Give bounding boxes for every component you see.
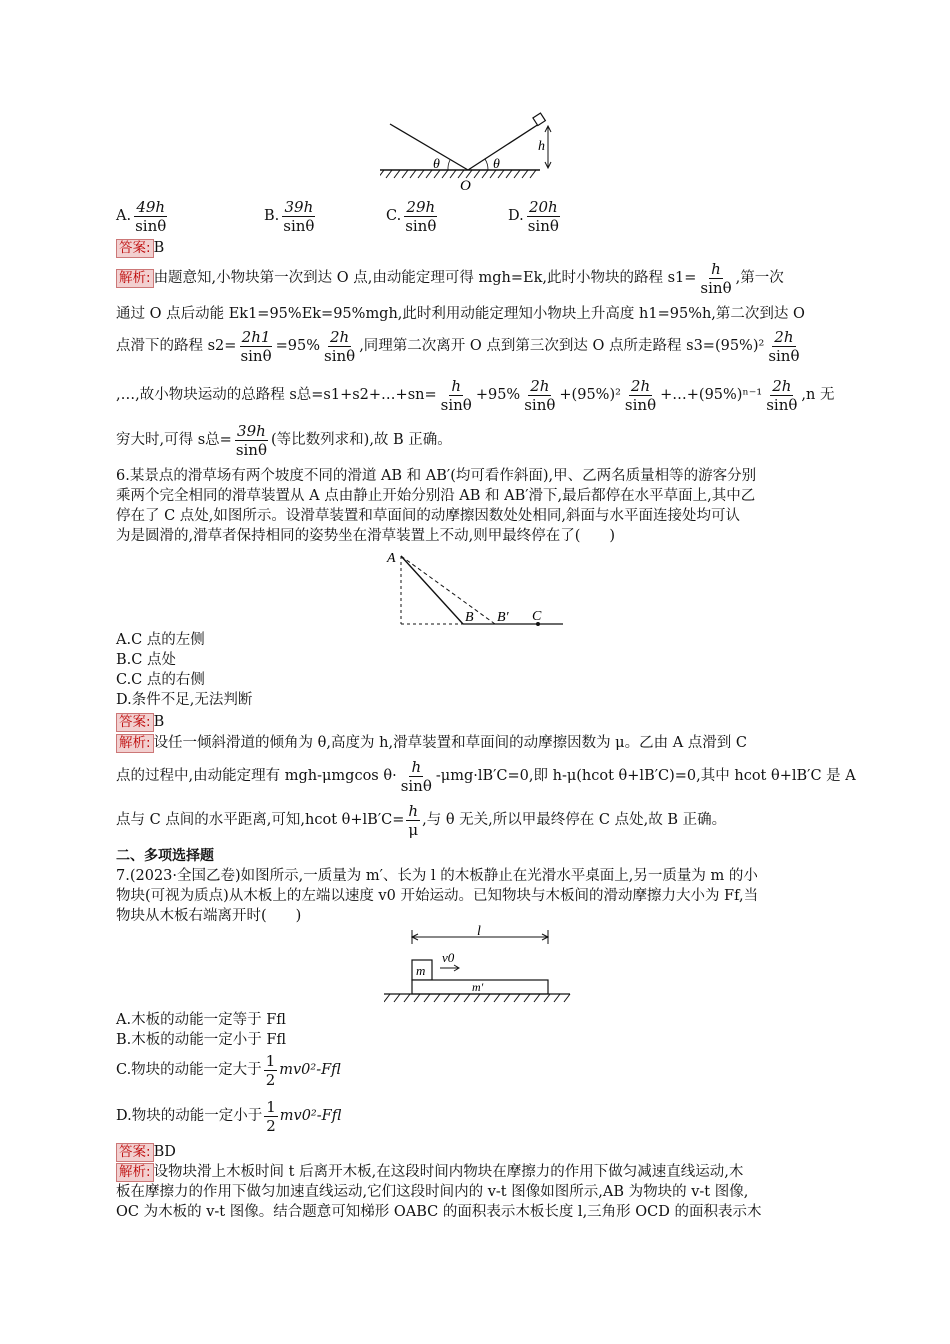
q7-stem-line3: 物块从木板右端离开时( ) xyxy=(116,908,302,924)
q6-stem-line2: 乘两个完全相同的滑草装置从 A 点由静止开始分别沿 AB 和 AB′滑下,最后都停在水平草面上,其中乙 xyxy=(116,488,756,504)
q7-stem-line1: 7.(2023·全国乙卷)如图所示,一质量为 m′、长为 l 的木板静止在光滑水平桌面上,另一质量为 m 的小 xyxy=(116,868,758,884)
board-mass-label: m′ xyxy=(472,980,484,994)
q7-option-c[interactable]: C.物块的动能一定大于 $\frac{1}{2}$ mv0²-Ffl xyxy=(116,1051,341,1089)
q6-stem-line1: 6.某景点的滑草场有两个坡度不同的滑道 AB 和 AB′(均可看作斜面),甲、乙两名质量相等的游客分别 xyxy=(116,468,757,484)
q6-analysis-line3: 点与 C 点间的水平距离,可知,hcot θ+lB′C= $\frac{h}{\mu}$ ,与 θ 无关,所以甲最终停在 C 点处,故 B 正确。 xyxy=(116,801,727,839)
q6-stem-line4: 为是圆滑的,滑草者保持相同的姿势坐在滑草装置上不动,则甲最终停在了( ) xyxy=(116,528,616,544)
q6-analysis-line2: 点的过程中,由动能定理有 mgh-μmgcos θ· $\frac{h}{\sin\theta}$ -μmg·lB′C=0,即 h-μ(hcot θ+lB′C)=0,其中 hcot θ+lB′C 是 A xyxy=(116,757,856,795)
theta-left-label: θ xyxy=(433,157,440,172)
slide-figure xyxy=(385,546,570,630)
q5-analysis-line3: 点滑下的路程 s2= $\frac{2h1}{\sin\theta}$ =95% $\frac{2h}{\sin\theta}$ ,同理第二次离开 O 点到第三次到达 O 点所走路程 s3=(95%)² $\frac{2h}{\sin\theta}$ xyxy=(116,327,800,365)
section-title: 二、多项选择题 xyxy=(116,848,214,864)
theta-right-label: θ xyxy=(493,157,500,172)
q7-analysis-line2: 板在摩擦力的作用下做匀加速直线运动,它们这段时间内的 v-t 图像如图所示,AB 为物块的 v-t 图像, xyxy=(116,1184,749,1200)
q7-option-d[interactable]: D.物块的动能一定小于 $\frac{1}{2}$ mv0²-Ffl xyxy=(116,1097,342,1135)
height-label: h xyxy=(538,139,545,154)
point-b-label: B xyxy=(465,610,474,625)
option-d[interactable]: D. $\frac{20h}{\sin\theta}$ xyxy=(508,197,559,235)
point-c-label: C xyxy=(532,609,542,624)
ramp-figure xyxy=(380,112,580,194)
q6-option-a[interactable]: A.C 点的左侧 xyxy=(116,632,205,648)
q5-analysis-line1: 解析: 由题意知,小物块第一次到达 O 点,由动能定理可得 mgh=Ek,此时小物块的路程 s1= $\frac{h}{\sin\theta}$ ,第一次 xyxy=(116,258,784,298)
q5-analysis-line2: 通过 O 点后动能 Ek1=95%Ek=95%mgh,此时利用动能定理知小物块上升高度 h1=95%h,第二次到达 O xyxy=(116,306,805,322)
q5-answer: 答案: B xyxy=(116,238,164,258)
q7-option-a[interactable]: A.木板的动能一定等于 Ffl xyxy=(116,1012,286,1028)
board-figure xyxy=(384,922,574,1008)
option-b[interactable]: B. $\frac{39h}{\sin\theta}$ xyxy=(264,197,315,235)
q7-stem-line2: 物块(可视为质点)从木板上的左端以速度 v0 开始运动。已知物块与木板间的滑动摩擦力大小为 Ff,当 xyxy=(116,888,759,904)
q6-option-c[interactable]: C.C 点的右侧 xyxy=(116,672,205,688)
q7-option-b[interactable]: B.木板的动能一定小于 Ffl xyxy=(116,1032,287,1048)
q5-analysis-line5: 穷大时,可得 s总= $\frac{39h}{\sin\theta}$ (等比数列求和),故 B 正确。 xyxy=(116,421,452,459)
origin-label: O xyxy=(460,178,471,194)
q7-analysis-line3: OC 为木板的 v-t 图像。结合题意可知梯形 OABC 的面积表示木板长度 l,三角形 OCD 的面积表示木 xyxy=(116,1204,762,1220)
option-a[interactable]: A. $\frac{49h}{\sin\theta}$ xyxy=(116,197,167,235)
q6-stem-line3: 停在了 C 点处,如图所示。设滑草装置和草面间的动摩擦因数处处相同,斜面与水平面连接处均可认 xyxy=(116,508,741,524)
option-c[interactable]: C. $\frac{29h}{\sin\theta}$ xyxy=(386,197,437,235)
q7-answer: 答案: BD xyxy=(116,1142,176,1162)
point-a-label: A xyxy=(387,551,396,566)
q6-answer: 答案: B xyxy=(116,712,164,732)
q6-analysis-line1: 解析: 设任一倾斜滑道的倾角为 θ,高度为 h,滑草装置和草面间的动摩擦因数为 μ。乙由 A 点滑到 C xyxy=(116,733,747,753)
length-label: l xyxy=(477,924,481,939)
q5-analysis-line4: ,…,故小物块运动的总路程 s总=s1+s2+…+sn= $\frac{h}{\sin\theta}$ +95% $\frac{2h}{\sin\theta}$ +(95%)² $\frac{2h}{\sin\theta}$ +…+(95%)ⁿ⁻¹ $\frac{2h}{\sin\theta}$ ,n 无 xyxy=(116,376,835,414)
q6-option-d[interactable]: D.条件不足,无法判断 xyxy=(116,692,253,708)
velocity-label: v0 xyxy=(442,950,455,965)
block-mass-label: m xyxy=(416,963,426,978)
q7-analysis-line1: 解析: 设物块滑上木板时间 t 后离开木板,在这段时间内物块在摩擦力的作用下做匀减速直线运动,木 xyxy=(116,1162,743,1182)
q6-option-b[interactable]: B.C 点处 xyxy=(116,652,176,668)
q5-options xyxy=(116,196,563,236)
point-bprime-label: B′ xyxy=(497,610,509,625)
